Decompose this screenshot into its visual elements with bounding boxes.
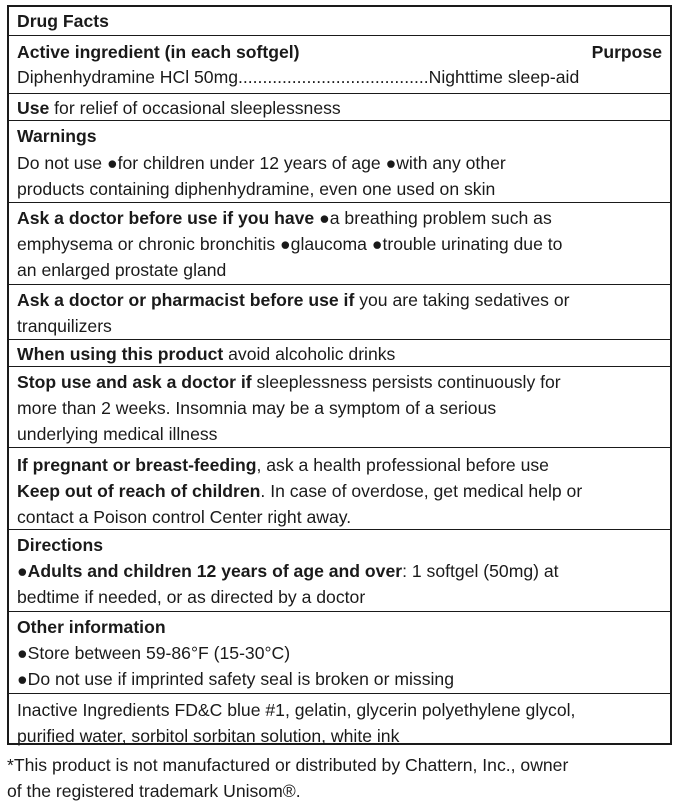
stop-use-line-3: underlying medical illness [17, 424, 218, 444]
ask-doctor-line-1 [17, 205, 662, 232]
title-section [9, 7, 670, 35]
keep-out-text: . In case of overdose, get medical help or [260, 481, 583, 501]
use-section [9, 93, 670, 120]
other-info-item-2: ●Do not use if imprinted safety seal is broken or missing [17, 669, 454, 689]
pregnant-text: , ask a health professional before use [256, 455, 549, 475]
active-ingredient-heading: Active ingredient (in each softgel) [17, 42, 300, 62]
warnings-heading: Warnings [17, 126, 97, 146]
directions-line-2: bedtime if needed, or as directed by a doctor [17, 587, 366, 607]
drug-facts-title: Drug Facts [17, 11, 109, 31]
purpose-heading: Purpose [591, 42, 662, 62]
directions-bullet-label: ●Adults and children 12 years of age and over [17, 561, 403, 581]
stop-use-line-2: more than 2 weeks. Insomnia may be a symptom of a serious [17, 398, 497, 418]
other-information-heading: Other information [17, 617, 166, 637]
ask-pharmacist-text: you are taking sedatives or [354, 290, 570, 310]
ask-doctor-line-2: emphysema or chronic bronchitis ●glaucoma ●trouble urinating due to [17, 234, 563, 254]
pregnant-line [17, 452, 662, 479]
active-ingredient-section [9, 35, 670, 93]
ask-pharmacist-line-1 [17, 287, 662, 314]
ask-doctor-section [9, 202, 670, 284]
use-text: for relief of occasional sleeplessness [49, 98, 341, 118]
directions-line-1 [17, 558, 662, 585]
when-using-section [9, 339, 670, 366]
do-not-use-line-1: Do not use ●for children under 12 years of age ●with any other [17, 153, 506, 173]
do-not-use-line-2: products containing diphenhydramine, even one used on skin [17, 179, 496, 199]
keep-out-label: Keep out of reach of children [17, 481, 261, 501]
keep-out-line-2: contact a Poison control Center right away. [17, 507, 352, 527]
keep-out-line-1 [17, 478, 662, 505]
other-information-section [9, 611, 670, 693]
ask-doctor-label: Ask a doctor before use if you have [17, 208, 315, 228]
ask-doctor-line-3: an enlarged prostate gland [17, 260, 227, 280]
directions-section [9, 529, 670, 611]
pregnancy-section [9, 447, 670, 529]
ask-pharmacist-section [9, 284, 670, 339]
stop-use-section [9, 366, 670, 447]
stop-use-line-1 [17, 369, 662, 396]
ask-pharmacist-label: Ask a doctor or pharmacist before use if [17, 290, 355, 310]
use-label: Use [17, 98, 50, 118]
use-line [17, 95, 662, 122]
other-info-item-1: ●Store between 59-86°F (15-30°C) [17, 643, 291, 663]
ask-doctor-text: ●a breathing problem such as [314, 208, 552, 228]
stop-use-text: sleeplessness persists continuously for [251, 372, 561, 392]
inactive-ingredients-section [9, 693, 670, 746]
warnings-section [9, 120, 670, 202]
active-ingredient-line: Diphenhydramine HCl 50mg.......................................Nighttime sleep-aid [17, 67, 580, 87]
disclaimer-line-1: *This product is not manufactured or distributed by Chattern, Inc., owner [7, 755, 569, 775]
disclaimer-line-2: of the registered trademark Unisom®. [7, 781, 301, 801]
inactive-line-1: Inactive Ingredients FD&C blue #1, gelatin, glycerin polyethylene glycol, [17, 700, 576, 720]
when-using-line [17, 341, 662, 368]
ask-pharmacist-line-2: tranquilizers [17, 316, 112, 336]
pregnant-label: If pregnant or breast-feeding [17, 455, 257, 475]
drug-facts-panel [7, 5, 672, 745]
stop-use-label: Stop use and ask a doctor if [17, 372, 252, 392]
inactive-line-2: purified water, sorbitol sorbitan solution, white ink [17, 726, 400, 746]
directions-heading: Directions [17, 535, 104, 555]
directions-text: : 1 softgel (50mg) at [402, 561, 559, 581]
when-using-text: avoid alcoholic drinks [223, 344, 396, 364]
when-using-label: When using this product [17, 344, 224, 364]
